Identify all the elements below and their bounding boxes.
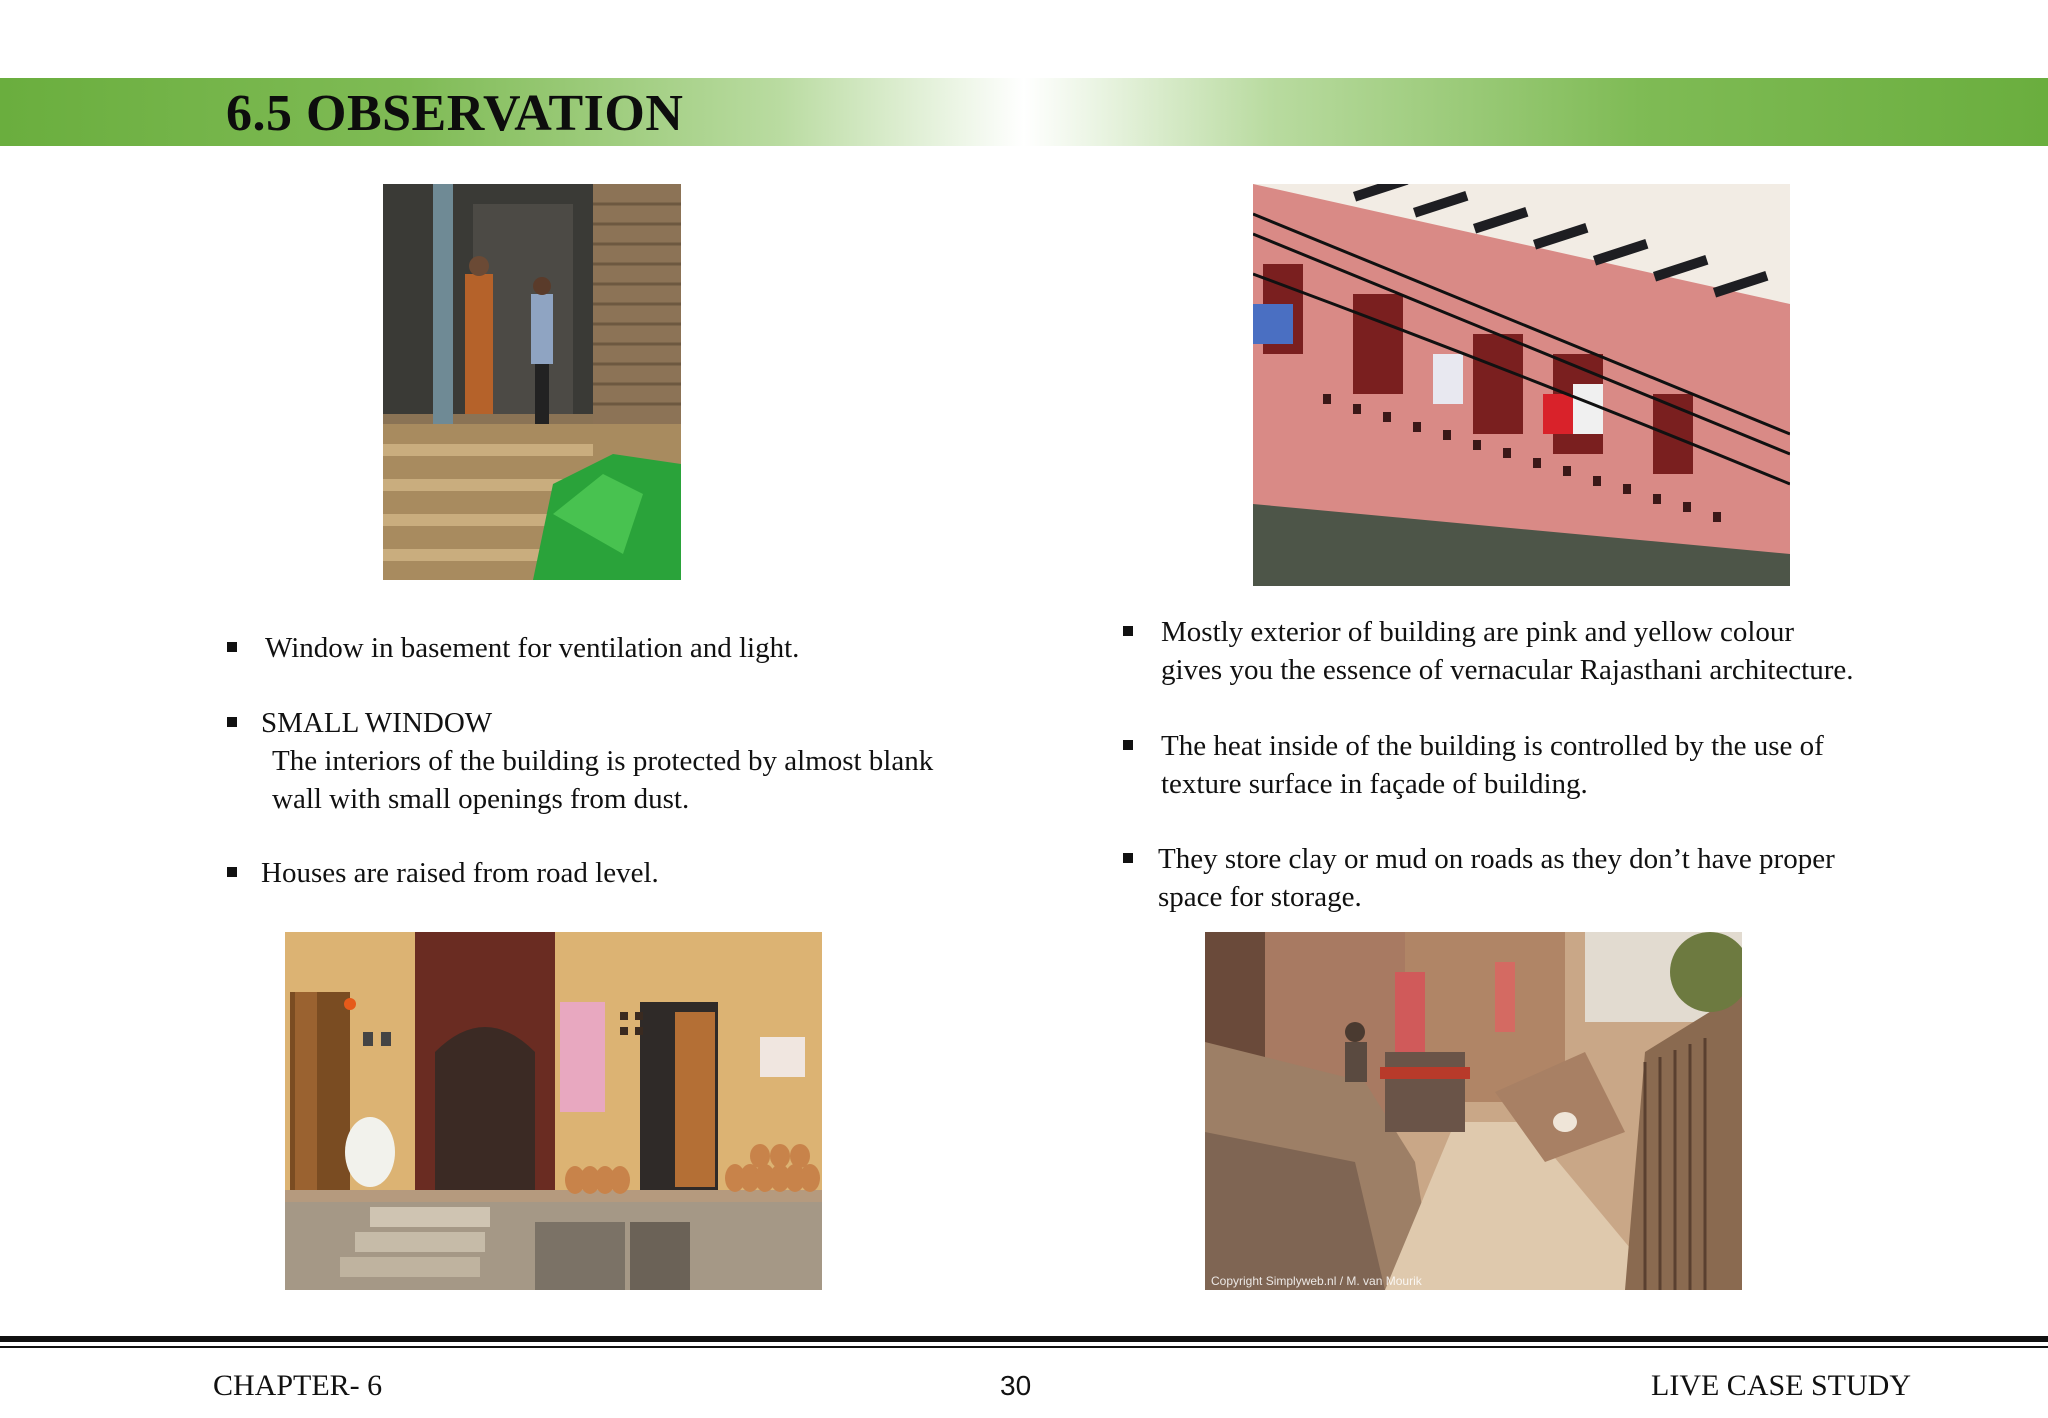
bullet-square-icon — [227, 867, 237, 877]
bullet-text: Houses are raised from road level. — [261, 857, 659, 889]
photo-pink-building-facade — [1253, 184, 1790, 586]
page-title: 6.5 OBSERVATION — [226, 85, 684, 142]
photo-watermark: Copyright Simplyweb.nl / M. van Mourik — [1211, 1274, 1422, 1288]
photo-doorway-women — [383, 184, 681, 580]
bullet-square-icon — [1123, 853, 1133, 863]
bullet-text-line-2: space for storage. — [1158, 881, 1362, 913]
bullet-text-line-2: texture surface in façade of building. — [1161, 768, 1588, 800]
bullet-square-icon — [227, 717, 237, 727]
footer-rule-thick — [0, 1336, 2048, 1342]
bullet-square-icon — [1123, 740, 1133, 750]
bullet-text-line-1: Mostly exterior of building are pink and yellow colour — [1161, 616, 1795, 648]
bullet-text-line-1: They store clay or mud on roads as they don’t have proper — [1158, 843, 1835, 875]
left-bullet-3 — [227, 854, 1027, 892]
footer-rule-thin — [0, 1346, 2048, 1348]
footer-chapter-label: CHAPTER- 6 — [213, 1369, 383, 1402]
bullet-text-line-2: wall with small openings from dust. — [272, 783, 690, 815]
bullet-text-line-1: The heat inside of the building is controlled by the use of — [1161, 730, 1824, 762]
photo-street-mud-storage — [1205, 932, 1742, 1290]
bullet-heading: SMALL WINDOW — [261, 707, 493, 739]
bullet-square-icon — [1123, 626, 1133, 636]
bullet-text-line-2: gives you the essence of vernacular Rajasthani architecture. — [1161, 654, 1854, 686]
bullet-square-icon — [227, 642, 237, 652]
photo-raised-house-pots — [285, 932, 822, 1290]
right-bullet-2 — [1123, 727, 2023, 803]
bullet-text: Window in basement for ventilation and light. — [265, 632, 800, 664]
left-bullet-2 — [227, 704, 1027, 818]
right-bullet-1 — [1123, 613, 2023, 689]
page-number: 30 — [1000, 1370, 1032, 1401]
left-bullet-1 — [227, 629, 1027, 667]
right-bullet-3 — [1123, 840, 2023, 916]
bullet-text-line-1: The interiors of the building is protected by almost blank — [272, 745, 934, 777]
footer-section-label: LIVE CASE STUDY — [1651, 1369, 1911, 1402]
